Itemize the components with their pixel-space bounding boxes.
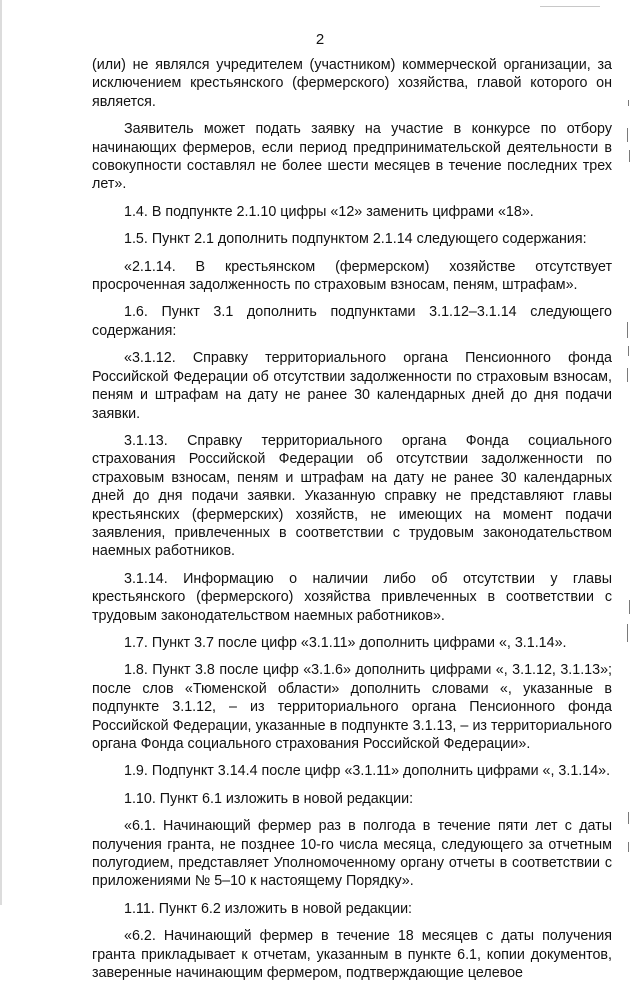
scan-mark xyxy=(629,150,630,162)
paragraph-3-1-12: «3.1.12. Справку территориального органа Пенсионного фонда Российской Федерации об отсутствии задолженности по страховым взносам, пеням и штрафам на дату не ранее 30 календарных дней до дня подачи заявки. xyxy=(92,350,612,422)
scan-mark xyxy=(628,346,629,356)
document-body xyxy=(92,56,612,982)
scan-mark xyxy=(628,842,629,852)
paragraph-1-5: 1.5. Пункт 2.1 дополнить подпунктом 2.1.14 следующего содержания: xyxy=(124,231,587,248)
scan-mark xyxy=(627,128,628,142)
paragraph-6-1: «6.1. Начинающий фермер раз в полгода в течение пяти лет с даты получения гранта, не позднее 10-го числа месяца, следующего за отчетным полугодием, представляет Уполномоченному органу отчеты в соответствии с приложениями № 5–10 к настоящему Порядку». xyxy=(92,818,612,890)
scan-mark xyxy=(628,812,629,824)
scan-mark xyxy=(628,100,629,106)
paragraph-1-9: 1.9. Подпункт 3.14.4 после цифр «3.1.11» дополнить цифрами «, 3.1.14». xyxy=(124,763,611,780)
paragraph-6-2: «6.2. Начинающий фермер в течение 18 месяцев с даты получения гранта прикладывает к отчетам, указанным в пункте 6.1, копии документов, заверенные начинающим фермером, подтверждающие целевое xyxy=(92,928,612,982)
paragraph-1-10: 1.10. Пункт 6.1 изложить в новой редакции: xyxy=(124,790,414,807)
paragraph-continuation: (или) не являлся учредителем (участником) коммерческой организации, за исключением крестьянского (фермерского) хозяйства, главой которого он является. xyxy=(92,57,612,110)
paragraph-applicant-period: Заявитель может подать заявку на участие в конкурсе по отбору начинающих фермеров, если период предпринимательской деятельности в совокупности составлял не более шести месяцев в течение последних трех лет». xyxy=(92,121,612,193)
paragraph-1-11: 1.11. Пункт 6.2 изложить в новой редакции: xyxy=(124,900,413,917)
paragraph-1-6: 1.6. Пункт 3.1 дополнить подпунктами 3.1.12–3.1.14 следующего содержания: xyxy=(92,304,612,339)
scan-mark xyxy=(540,6,600,7)
scan-mark xyxy=(627,322,628,338)
paragraph-1-7: 1.7. Пункт 3.7 после цифр «3.1.11» дополнить цифрами «, 3.1.14». xyxy=(124,634,567,651)
paragraph-3-1-13: 3.1.13. Справку территориального органа Фонда социального страхования Российской Федерации об отсутствии задолженности по страховым взносам, пеням и штрафам на дату не ранее 30 календарных дней до дня подачи заявки. Указанную справку не представляют главы крестьянских (фермерских) хозяйств, не имеющих на момент подачи заявления, привлеченных в соответствии с трудовым законодательством наемных работников. xyxy=(92,432,612,560)
paragraph-1-4: 1.4. В подпункте 2.1.10 цифры «12» заменить цифрами «18». xyxy=(124,203,534,220)
scan-mark xyxy=(627,624,628,642)
paragraph-1-8: 1.8. Пункт 3.8 после цифр «3.1.6» дополнить цифрами «, 3.1.12, 3.1.13»; после слов «Тюменской области» дополнить словами «, указанные в подпункте 3.1.12, – из территориального органа Пенсионного фонда Российской Федерации, указанные в подпункте 3.1.13, – из территориального органа Фонда социального страхования Российской Федерации». xyxy=(92,662,612,752)
page-number: 2 xyxy=(315,31,325,48)
scan-left-edge xyxy=(0,0,2,905)
scan-mark xyxy=(629,600,630,614)
scan-mark xyxy=(627,368,628,382)
paragraph-3-1-14: 3.1.14. Информацию о наличии либо об отсутствии у главы крестьянского (фермерского) хозяйства привлеченных в соответствии с трудовым законодательством наемных работников». xyxy=(92,570,612,624)
paragraph-2-1-14: «2.1.14. В крестьянском (фермерском) хозяйстве отсутствует просроченная задолженность по страховым взносам, пеням, штрафам». xyxy=(92,258,612,294)
